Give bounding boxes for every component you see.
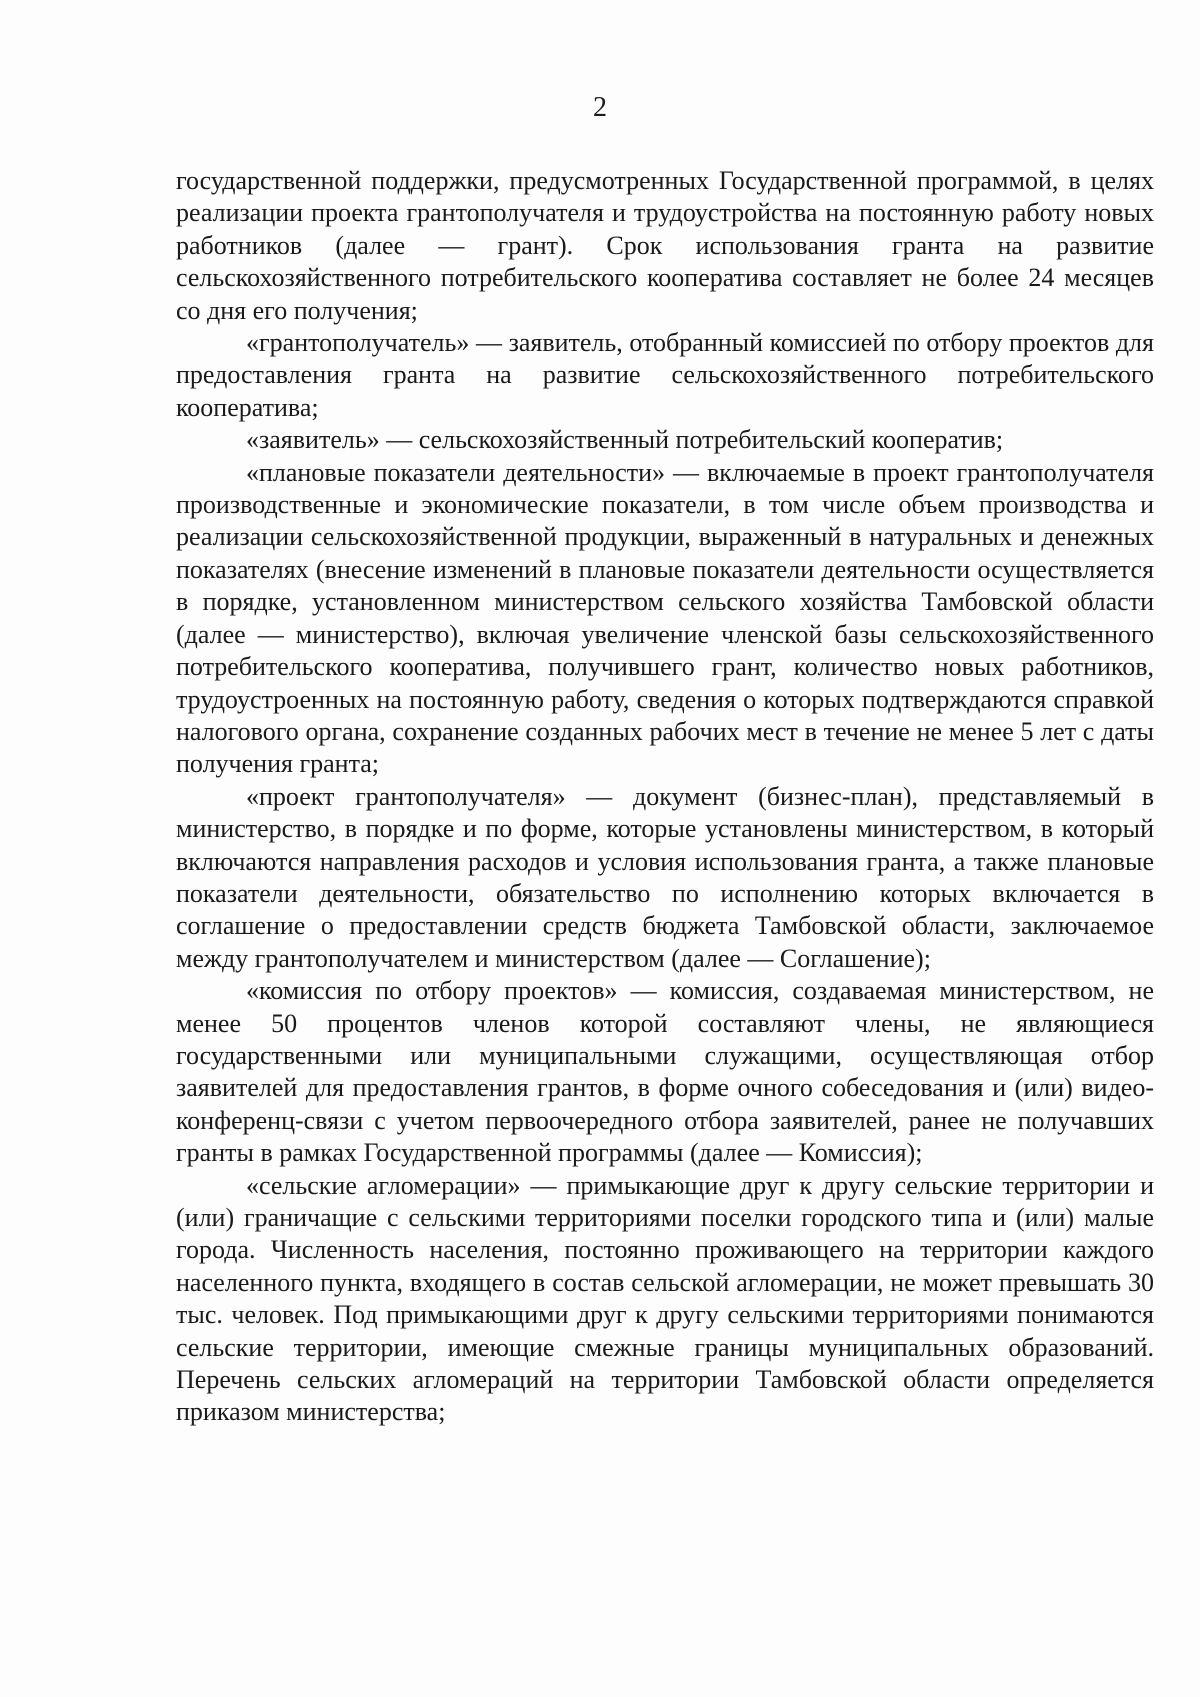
paragraph-selection-commission-definition: «комиссия по отбору проектов» — комиссия, создаваемая министерством, не менее 50 процентов членов которой составляют члены, не являющиеся государственными или муниципальными служащими, осуществляющая отбор заявителей для предоставления грантов, в форме очного собеседования и (или) видео-конференц-связи с учетом первоочередного отбора заявителей, ранее не получавших гранты в рамках Государственной программы (далее — Комиссия); [176,976,1154,1168]
paragraph-grantee-project-definition: «проект грантополучателя» — документ (бизнес-план), представляемый в министерство, в порядке и по форме, которые установлены министерством, в который включаются направления расходов и условия использования гранта, а также плановые показатели деятельности, обязательство по исполнению которых включается в соглашение о предоставлении средств бюджета Тамбовской области, заключаемое между грантополучателем и министерством (далее — Соглашение); [176,781,1154,973]
page-number: 2 [593,92,607,123]
paragraph-grantee-definition: «грантополучатель» — заявитель, отобранный комиссией по отбору проектов для предоставления гранта на развитие сельскохозяйственного потребительского кооператива; [176,328,1154,422]
paragraph-grant-definition-continued: государственной поддержки, предусмотренных Государственной программой, в целях реализации проекта грантополучателя и трудоустройства на постоянную работу новых работников (далее — грант). Срок использования гранта на развитие сельскохозяйственного потребительского кооператива составляет не более 24 месяцев со дня его получения; [176,166,1154,325]
paragraph-rural-agglomerations-definition: «сельские агломерации» — примыкающие друг к другу сельские территории и (или) граничащие с сельскими территориями поселки городского типа и (или) малые города. Численность населения, постоянно проживающего на территории каждого населенного пункта, входящего в состав сельской агломерации, не может превышать 30 тыс. человек. Под примыкающими друг к другу сельскими территориями понимаются сельские территории, имеющие смежные границы муниципальных образований. Перечень сельских агломераций на территории Тамбовской области определяется приказом министерства; [176,1170,1154,1427]
paragraph-planned-indicators-definition: «плановые показатели деятельности» — включаемые в проект грантополучателя производственные и экономические показатели, в том числе объем производства и реализации сельскохозяйственной продукции, выраженный в натуральных и денежных показателях (внесение изменений в плановые показатели деятельности осуществляется в порядке, установленном министерством сельского хозяйства Тамбовской области (далее — министерство), включая увеличение членской базы сельскохозяйственного потребительского кооператива, получившего грант, количество новых работников, трудоустроенных на постоянную работу, сведения о которых подтверждаются справкой налогового органа, сохранение созданных рабочих мест в течение не менее 5 лет с даты получения гранта; [176,457,1154,779]
paragraph-applicant-definition: «заявитель» — сельскохозяйственный потребительский кооператив; [246,425,1004,455]
document-body [176,165,1154,1429]
